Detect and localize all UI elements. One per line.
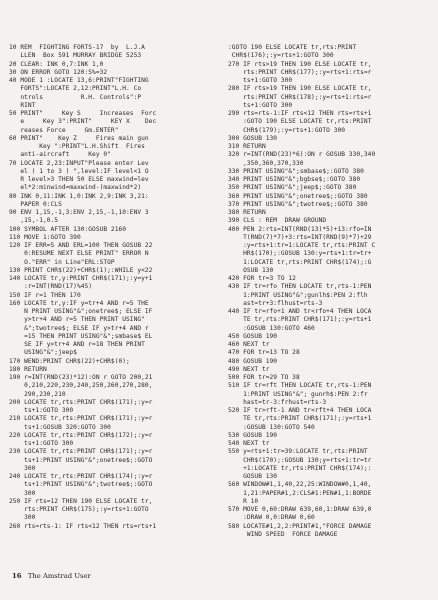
code-line: 550 y=rts+1:tr=39:LOCATE tr,rts:PRINT bbox=[228, 448, 368, 456]
code-line: 530 GOSUB 190 bbox=[228, 431, 278, 439]
code-line: 10 REM FIGHTING FORTS-17 by L.J.A bbox=[9, 44, 145, 51]
code-line: :r=INT(RND(17)%45) bbox=[9, 283, 93, 291]
code-line: 1:LOCATE tr,rts:PRINT CHR$(174);:G bbox=[228, 258, 372, 266]
code-line: ts+1:GOTO 300 bbox=[228, 77, 293, 84]
code-line: LLEN Box 591 MURRAY BRIDGE 5253 bbox=[9, 52, 142, 60]
code-line: reases Force Gm.ENTER" bbox=[9, 126, 119, 134]
code-line: 390 CLS : REM DRAW GROUND bbox=[228, 217, 327, 225]
code-line: CHR$(170);:GOSUB 130;y=rts+1:tr=tr bbox=[228, 456, 372, 464]
code-line: OSUB 130 bbox=[228, 266, 274, 274]
code-line: 220 LOCATE tr,rts:PRINT CHR$(172);:y=r bbox=[9, 431, 153, 439]
code-line: 440 IF tr=rfo+1 AND tr<rfo+4 THEN LOCA bbox=[228, 308, 372, 315]
code-line: T(RND(7)*7)+3:rts=INT(RND(9)*7)+29 bbox=[228, 233, 372, 241]
code-line: 380 RETURN bbox=[228, 209, 266, 216]
code-line: 30 ON ERROR GOTO 120:S%=32 bbox=[9, 68, 108, 76]
code-line: e Key 3":PRINT" KEY X Dec bbox=[9, 118, 157, 126]
listing-left-column bbox=[9, 44, 221, 531]
code-line: =15 THEN PRINT USING"&";smbase$ EL bbox=[9, 332, 153, 340]
code-line: &";twotree$; ELSE IF y>tr+4 AND r bbox=[9, 324, 149, 332]
code-line: 400 PEN 2:rts=INT(RND(13)*5)+13:rfo=IN bbox=[228, 225, 372, 233]
code-line: 210 LOCATE tr,rts:PRINT CHR$(171);:y=r bbox=[9, 415, 153, 423]
code-line: :GOTO 190 ELSE LOCATE tr,rts:PRINT bbox=[228, 44, 357, 51]
code-line: 190 r=INT(RND(23)*12):ON r GOTO 200,21 bbox=[9, 374, 153, 381]
code-line: hast=tr-3:frhust=rts-3 bbox=[228, 398, 327, 406]
code-line: USING"&";jeep$ bbox=[9, 349, 77, 357]
code-line: ts+1:GOSUB 320:GOTO 300 bbox=[9, 423, 111, 431]
code-line: WIND SPEED FORCE DAMAGE bbox=[228, 530, 338, 538]
code-line: R 10 bbox=[228, 497, 259, 505]
code-line: GOSUB 130 bbox=[228, 473, 278, 480]
code-line: CHR$(176);:y=rts+1:GOTO 300 bbox=[228, 52, 334, 60]
code-line: 1:PRINT USING"&";gunlh$:PEN 2:flh bbox=[228, 291, 368, 299]
code-line: 580 LOCATE#1,2,2:PRINT#1,"FORCE DAMAGE bbox=[228, 522, 372, 530]
code-line: ts+1:PRINT USING"&";twotree$;:GOTO bbox=[9, 481, 153, 489]
code-line: 350 PRINT USING"&";jeep$;:GOTO 380 bbox=[228, 184, 357, 192]
page-number: 16 bbox=[12, 572, 22, 580]
code-line: el ( 1 to 3 ) ",level:IF level<1 O bbox=[9, 167, 149, 175]
code-line: TE tr,rts:PRINT CHR$(171);:y=rts+1 bbox=[228, 415, 372, 423]
code-line: ts+1:GOTO 300 bbox=[228, 101, 293, 109]
code-line: O."ERR" in Line"ERL:STOP bbox=[9, 258, 115, 266]
code-line: el*2:minwind=maxwind-(maxwind*2) bbox=[9, 184, 142, 192]
code-line: 150 IF r=1 THEN 170 bbox=[9, 291, 81, 299]
code-line: 370 PRINT USING"&";twotree$;:GOTO 380 bbox=[228, 200, 368, 208]
listing-right-column bbox=[228, 44, 433, 539]
code-line: 290,230,210 bbox=[9, 390, 66, 398]
code-line: 110 MOVE 1:GOTO 390 bbox=[9, 233, 81, 241]
magazine-title: The Amstrad User bbox=[27, 572, 91, 580]
code-line: 570 MOVE 0,60:DRAW 639,60,1:DRAW 639,0 bbox=[228, 506, 372, 513]
code-line: 120 IF ERR=5 AND ERL=100 THEN GOSUB 22 bbox=[9, 242, 153, 249]
code-line: FORTS":LOCATE 2,12:PRINT"L.H. Co bbox=[9, 85, 142, 93]
code-line: 560 WINDOW#1,1,40,22,25:WINDOW#0,1,40, bbox=[228, 481, 372, 489]
code-line: :GOSUB 130:GOTO 540 bbox=[228, 423, 315, 431]
code-line: 180 RETURN bbox=[9, 365, 47, 373]
code-line: 0:RESUME NEXT ELSE PRINT" ERROR N bbox=[9, 250, 149, 258]
code-line: 300 GOSUB 130 bbox=[228, 134, 278, 142]
code-line: 360 PRINT USING"&";onetree$;:GOTO 380 bbox=[228, 192, 368, 200]
code-line: 300 bbox=[9, 464, 36, 472]
code-line: +1:LOCATE tr,rts:PRINT CHR$(174);: bbox=[228, 464, 372, 472]
code-line: rts:PRINT CHR$(177);:y=rts+1:rts=r bbox=[228, 68, 372, 76]
code-line: 540 NEXT tr bbox=[228, 440, 270, 447]
code-line: 1:PRINT USING"&"; gunrh$:PEN 2:fr bbox=[228, 390, 368, 398]
code-line: R level>3 THEN 50 ELSE maxwind=lev bbox=[9, 176, 149, 183]
code-line: 90 ENV 1,15,-1,3:ENV 2,15,-1,10:ENV 3 bbox=[9, 209, 149, 216]
code-line: :y=rts+1:tr=1:LOCATE tr,rts:PRINT C bbox=[228, 242, 376, 249]
code-line: 430 IF tr=rfo THEN LOCATE tr,rts-1:PEN bbox=[228, 283, 372, 291]
code-line: 510 IF tr=rft THEN LOCATE tr,rts-1:PEN bbox=[228, 382, 372, 390]
code-line: 450 GOSUB 190 bbox=[228, 332, 278, 340]
code-line: TE tr,rts:PRINT CHR$(171);:y=rts+1 bbox=[228, 316, 372, 324]
code-line: 240 LOCATE tr,rts:PRINT CHR$(174);:y=r bbox=[9, 473, 153, 480]
code-line: :DRAW 0,0:DRAW 0,60 bbox=[228, 514, 315, 522]
code-line: 290 rts=rts-1:IF rts<12 THEN rts=rts+1 bbox=[228, 110, 372, 117]
code-line: 250 IF rts=12 THEN 190 ELSE LOCATE tr, bbox=[9, 497, 153, 505]
code-line: 340 PRINT USING"&";bgbse$;:GOTO 380 bbox=[228, 176, 361, 183]
code-line: 140 LOCATE tr,y:PRINT CHR$(171);:y=y+1 bbox=[9, 275, 153, 282]
code-line: 170 WEND:PRINT CHR$(22)+CHR$(0); bbox=[9, 357, 130, 365]
code-line: 200 LOCATE tr,rts:PRINT CHR$(171);:y=r bbox=[9, 398, 153, 406]
code-line: 230 LOCATE tr,rts:PRINT CHR$(171);:y=r bbox=[9, 448, 153, 456]
code-line: :GOTO 190 ELSE LOCATE tr,rts:PRINT bbox=[228, 118, 372, 126]
code-line: 310 RETURN bbox=[228, 143, 266, 150]
code-line: y>tr+4 AND r=5 THEN PRINT USING" bbox=[9, 316, 145, 324]
code-line: HR$(170);:GOSUB 130:y=rts+1:tr=tr+ bbox=[228, 250, 372, 258]
code-line: 300 bbox=[9, 514, 36, 522]
code-line: N PRINT USING"&";onetree$; ELSE IF bbox=[9, 308, 153, 315]
code-line: 0,210,220,230,240,250,260,270,280, bbox=[9, 382, 153, 390]
code-line: 130 PRINT CHR$(22)+CHR$(1);:WHILE y<22 bbox=[9, 266, 153, 274]
page-footer bbox=[12, 572, 91, 580]
code-line: RINT bbox=[9, 101, 36, 109]
code-line: Key ":PRINT"L.H.Shift Fires bbox=[9, 143, 145, 150]
code-line: 460 NEXT tr bbox=[228, 341, 270, 348]
code-line: 60 PRINT" Key Z Fires main gun bbox=[9, 134, 149, 142]
code-line: 1,21:PAPER#1,2:CLS#1:PEN#1,1:BORDE bbox=[228, 489, 372, 497]
code-line: ast=tr+3:flhust=rts-3 bbox=[228, 299, 323, 307]
code-line: anti-aircraft Key 0" bbox=[9, 151, 111, 159]
code-line: 280 IF rts>19 THEN 190 ELSE LOCATE tr, bbox=[228, 85, 372, 93]
code-line: 300 bbox=[9, 489, 36, 497]
code-line: 490 NEXT tr bbox=[228, 365, 270, 373]
code-line: rts:PRINT CHR$(175);:y=rts+1:GOTO bbox=[9, 506, 149, 513]
code-line: SE IF y>tr+4 AND r=18 THEN PRINT bbox=[9, 341, 145, 348]
code-line: ntrols R.H. Controls":P bbox=[9, 93, 142, 101]
code-line: 80 INK 0,11:INK 1,0:INK 2,9:INK 3,21: bbox=[9, 192, 149, 200]
code-line: 50 PRINT" Key S Increases Forc bbox=[9, 110, 157, 117]
code-line: 270 IF rts>19 THEN 190 ELSE LOCATE tr, bbox=[228, 60, 372, 68]
code-line: 500 FOR tr=29 TO 38 bbox=[228, 374, 300, 381]
code-line: ,350,360,370,330 bbox=[228, 159, 304, 167]
code-line: 260 rts=rts-1: IF rts<12 THEN rts=rts+1 bbox=[9, 522, 157, 530]
code-line: CHR$(179);:y=rts+1:GOTO 300 bbox=[228, 126, 346, 134]
code-line: 420 FOR tr=3 TO 12 bbox=[228, 275, 296, 282]
code-line: ts+1:GOTO 300 bbox=[9, 407, 74, 414]
code-line: 330 PRINT USING"&";smbase$;:GOTO 380 bbox=[228, 167, 364, 175]
code-line: 480 GOSUB 190 bbox=[228, 357, 278, 365]
code-line: ts+1:PRINT USING"&";onetree$;:GOTO bbox=[9, 456, 153, 464]
code-line: 470 FOR tr=13 TO 28 bbox=[228, 349, 300, 357]
code-line: 40 MODE 1 :LOCATE 13,6:PRINT"FIGHTING bbox=[9, 77, 149, 84]
code-line: PAPER 0:CLS bbox=[9, 200, 62, 208]
code-line: 20 CLEAR: INK 0,7:INK 1,0 bbox=[9, 60, 104, 68]
code-line: 100 SYMBOL AFTER 130:GOSUB 2160 bbox=[9, 225, 127, 233]
code-line: :GOSUB 130:GOTO 460 bbox=[228, 324, 315, 332]
code-line: ts+1:GOTO 300 bbox=[9, 440, 74, 447]
code-line: rts:PRINT CHR$(178);:y=rts+1:rts=r bbox=[228, 93, 372, 101]
code-line: 70 LOCATE 2,23:INPUT"Please enter Lev bbox=[9, 159, 149, 167]
code-line: 160 LOCATE tr,y:IF y=tr+4 AND r=5 THE bbox=[9, 299, 149, 307]
code-line: 320 r=INT(RND(23)*6):ON r GOSUB 330,340 bbox=[228, 151, 376, 159]
code-line: 520 IF tr>rft-1 AND tr<rft+4 THEN LOCA bbox=[228, 407, 372, 414]
code-line: ,15,-1,0.5 bbox=[9, 217, 59, 225]
